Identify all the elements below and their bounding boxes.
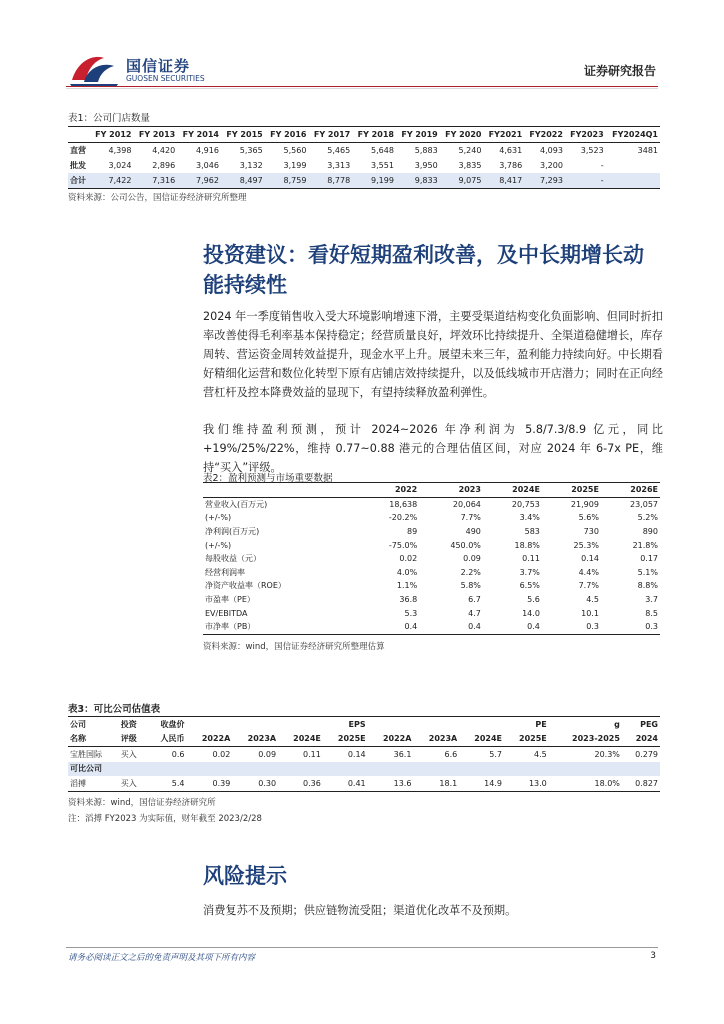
table-header-cell: FY 2012 [90, 127, 134, 143]
table-cell: 0.3 [542, 620, 601, 634]
investment-advice-paragraph-2: 我们维持盈利预测，预计 2024~2026 年净利润为 5.8/7.3/8.9 亿元，同比+19%/25%/22%，维持 0.77~0.88 港元的合理估值区间，对应 2024 年 6-7x PE，维持“买入”评级。 [203, 423, 663, 474]
table2-title: 表2：盈利预测与市场重要数据 [203, 473, 333, 484]
table-header-cell: 2025E [323, 732, 368, 747]
table-cell: 5,465 [327, 146, 351, 155]
table3-title: 表3：可比公司估值表 [68, 704, 161, 715]
table-cell: 3,046 [196, 161, 219, 170]
table-cell: 4,916 [196, 146, 219, 155]
table-cell: 3,024 [108, 161, 132, 170]
table-cell: 3,313 [327, 161, 351, 170]
table-header-cell: 评级 [119, 732, 147, 747]
guosen-logo-icon [68, 50, 120, 88]
table-header-cell: FY 2018 [352, 127, 396, 143]
table-cell: 2.2% [460, 567, 481, 577]
table-cell: 0.279 [635, 749, 658, 759]
table-header-cell: 公司 [68, 717, 119, 732]
table-header-cell: 2025E [542, 483, 601, 498]
table-header-cell: FY 2020 [440, 127, 484, 143]
table-group-label: 可比公司 [68, 762, 660, 777]
table-cell: 20,064 [452, 499, 481, 509]
company-logo [68, 50, 208, 90]
table-cell: 5,648 [371, 146, 394, 155]
table-cell: 营业收入(百万元) [205, 499, 268, 509]
table-cell: 3,132 [239, 161, 263, 170]
table-header-cell [68, 127, 90, 143]
table-cell: 730 [583, 527, 599, 537]
table-cell: 0.02 [399, 554, 418, 564]
table-cell [606, 173, 660, 189]
table-cell: 4.0% [396, 567, 418, 577]
table1-title: 表1：公司门店数量 [68, 113, 151, 124]
footer-disclaimer: 请务必阅读正文之后的免责声明及其项下所有内容 [68, 953, 256, 963]
table-header-cell: 2024E [278, 732, 323, 747]
table-cell: 5.6 [527, 595, 540, 605]
table-row [203, 606, 660, 620]
table-cell: 18,638 [389, 499, 418, 509]
table-header-cell: FY 2016 [265, 127, 309, 143]
table-cell: 21,909 [570, 499, 599, 509]
table-cell: 9,199 [352, 173, 396, 189]
table-cell: EV/EBITDA [205, 608, 248, 618]
table-cell: (+/-%) [205, 513, 232, 523]
table-cell: 5.6% [578, 513, 599, 523]
table-cell: 0.09 [258, 749, 277, 759]
table-header-cell: FY 2019 [396, 127, 440, 143]
table-cell: 0.11 [522, 554, 540, 564]
table-cell: 7,316 [133, 173, 177, 189]
table-cell: 合计 [68, 173, 90, 189]
table-cell: 0.827 [622, 776, 660, 791]
table-cell: 18.1 [413, 776, 459, 791]
table-cell: 490 [465, 527, 481, 537]
table-cell: 3,199 [283, 161, 307, 170]
table-row [203, 566, 660, 580]
table-cell: 1.1% [396, 581, 418, 591]
table-cell: 4,093 [540, 146, 563, 155]
table-header-cell: 2022 [360, 483, 420, 498]
table-cell: 5.1% [637, 567, 658, 577]
table-cell: 每股收益（元） [205, 554, 261, 564]
table-header-cell: 收盘价 [147, 717, 187, 732]
table-header-cell: g [549, 717, 622, 732]
table-cell: 5.2% [637, 513, 658, 523]
table3-note: 注：滔搏 FY2023 为实际值，财年截至 2023/2/28 [68, 814, 262, 824]
table-cell: 20.3% [594, 749, 620, 759]
table-header-cell: 2025E [504, 732, 549, 747]
table-cell: 3,200 [540, 161, 563, 170]
table-header-cell: FY 2017 [308, 127, 352, 143]
report-type-label: 证券研究报告 [583, 64, 656, 78]
table-cell: -75.0% [388, 540, 418, 550]
table-cell: 2,896 [152, 161, 176, 170]
table-cell: 滔搏 [68, 776, 119, 791]
table-cell: 5,240 [458, 146, 482, 155]
table-header-cell: FY 2015 [221, 127, 265, 143]
header-divider-secondary [66, 88, 658, 89]
table-cell: 8,759 [265, 173, 309, 189]
table-cell: 7,422 [90, 173, 134, 189]
table-cell: 8,778 [308, 173, 352, 189]
table-cell: 14.0 [522, 608, 540, 618]
table-cell: 13.6 [368, 776, 414, 791]
investment-advice-paragraph-1: 2024 年一季度销售收入受大环境影响增速下滑，主要受渠道结构变化负面影响、但同时折扣率改善使得毛利率基本保持稳定；经营质量良好，坪效环比持续提升、全渠道稳健增长，库存周转、营运资金周转效益提升，现金水平上升。展望未来三年，盈利能力持续向好。中长期看好精细化运营和数位化转型下原有店铺店效持续提升，以及低线城市开店潜力；同时在正向经营杠杆及控本降费效益的显现下，有望持续释放盈利弹性。 [203, 310, 663, 399]
table-cell: 宝胜国际 [70, 749, 102, 759]
table-row [68, 158, 660, 173]
table-cell: 0.17 [640, 554, 658, 564]
table-header-cell: 2022A [187, 732, 233, 747]
table-cell: 89 [407, 527, 418, 537]
table-cell: 8,417 [483, 173, 524, 189]
table-cell: 5,883 [414, 146, 438, 155]
table-cell: 0.14 [347, 749, 366, 759]
table-cell: 9,833 [396, 173, 440, 189]
table-cell: 10.1 [581, 608, 599, 618]
table-cell: 3.4% [519, 513, 540, 523]
table-row [203, 579, 660, 593]
table-cell: 5.7 [489, 749, 502, 759]
table-cell: 0.4 [360, 620, 420, 634]
table-cell: 3.7 [645, 595, 658, 605]
table-cell: 6.5% [519, 581, 540, 591]
table-cell: 18.8% [514, 540, 540, 550]
table-cell: 36.1 [393, 749, 412, 759]
table-cell: 0.6 [171, 749, 185, 759]
table-header-cell: 2023A [413, 732, 459, 747]
table-cell: 5.8% [460, 581, 481, 591]
table-header-cell: 名称 [68, 732, 119, 747]
table2-source: 资料来源：wind，国信证券经济研究所整理估算 [203, 642, 385, 652]
table-header-cell: FY 2014 [177, 127, 221, 143]
table-row [203, 525, 660, 539]
table-cell: 7,962 [177, 173, 221, 189]
table-cell: 3,786 [499, 161, 523, 170]
table-cell: 7.7% [460, 513, 481, 523]
table-header-cell: 2023-2025 [549, 732, 622, 747]
table-cell: 583 [524, 527, 540, 537]
table-cell: 21.8% [632, 540, 658, 550]
table-header-cell: PEG [622, 717, 660, 732]
table-cell: 3,835 [458, 161, 482, 170]
table-cell: 市盈率（PE） [205, 595, 255, 605]
table-cell: 0.41 [323, 776, 368, 791]
table-cell: 0.11 [303, 749, 321, 759]
table-cell: 4.5 [534, 749, 547, 759]
table-header-cell: 投资 [119, 717, 147, 732]
store-count-table [68, 126, 660, 189]
table-header-cell: FY 2013 [133, 127, 177, 143]
table-cell: 0.4 [483, 620, 542, 634]
table-header-cell: FY2022 [524, 127, 565, 143]
table-cell: 23,057 [630, 499, 658, 509]
table-cell: 4.5 [586, 595, 599, 605]
table-cell: 6.7 [468, 595, 481, 605]
table-cell: 0.39 [187, 776, 233, 791]
table-group-row [68, 762, 660, 777]
table-cell: 8,497 [221, 173, 265, 189]
table-cell: 18.0% [549, 776, 622, 791]
table-header-cell: 2023A [232, 732, 278, 747]
table-row [203, 593, 660, 607]
table-cell: 5,365 [239, 146, 263, 155]
table-row [68, 747, 660, 762]
table-cell: 0.14 [581, 554, 599, 564]
table-cell: 6.6 [444, 749, 458, 759]
table-row [203, 552, 660, 566]
table-cell: 7.7% [578, 581, 599, 591]
table-row [203, 538, 660, 552]
table-cell: - [565, 173, 606, 189]
logo-cn-text: 国信证券 [126, 57, 191, 75]
table-header-cell: FY2023 [565, 127, 606, 143]
table-cell: 4.7 [468, 608, 481, 618]
logo-en-text: GUOSEN SECURITIES [126, 74, 205, 83]
table-cell: 4,631 [499, 146, 523, 155]
table-header-cell: 2024E [483, 483, 542, 498]
table-cell: 450.0% [450, 540, 481, 550]
table-cell: 890 [642, 527, 658, 537]
table-header-cell: 2022A [368, 732, 414, 747]
table-header-cell: 人民币 [147, 732, 187, 747]
table-cell: 8.8% [637, 581, 658, 591]
table-cell: 8.5 [645, 608, 658, 618]
table-cell: 市净率（PB） [203, 620, 360, 634]
table-cell: 7,293 [524, 173, 565, 189]
table-header-cell: EPS [187, 717, 368, 732]
table-cell: 0.30 [232, 776, 278, 791]
risk-paragraph: 消费复苏不及预期；供应链物流受阻；渠道优化改革不及预期。 [203, 904, 517, 917]
table-cell: 0.4 [419, 620, 483, 634]
table-cell: 3.7% [519, 567, 540, 577]
table-cell: 3481 [637, 146, 658, 155]
table-cell: 买入 [119, 776, 147, 791]
table-cell: 4,420 [152, 146, 176, 155]
table-cell: 5.4 [147, 776, 187, 791]
table-row [203, 511, 660, 525]
table-row [203, 620, 660, 634]
table-cell: (+/-%) [205, 540, 232, 550]
table-header-cell [203, 483, 360, 498]
footer-divider [66, 947, 658, 948]
table-row [203, 497, 660, 511]
table-row [68, 776, 660, 791]
page-number: 3 [650, 951, 656, 961]
table-row [68, 173, 660, 189]
table-cell: 3,551 [371, 161, 394, 170]
table-header-cell: FY2021 [483, 127, 524, 143]
table-header-cell: 2026E [601, 483, 660, 498]
table3-source: 资料来源：wind，国信证券经济研究所 [68, 798, 216, 808]
table-cell: 3,950 [414, 161, 438, 170]
table-cell [606, 158, 660, 173]
table-cell: 0.09 [463, 554, 481, 564]
table-header-cell: 2024E [459, 732, 504, 747]
table-cell: 买入 [120, 749, 137, 759]
table-cell: 3,523 [580, 146, 604, 155]
table-cell: -20.2% [388, 513, 418, 523]
table-header-cell: 2024 [622, 732, 660, 747]
header-divider [66, 86, 658, 87]
risk-heading: 风险提示 [203, 864, 287, 888]
table-cell: 13.0 [504, 776, 549, 791]
table-header-cell: PE [368, 717, 549, 732]
table-cell: 36.8 [399, 595, 418, 605]
table-cell: 4,398 [108, 146, 132, 155]
table-cell: 0.36 [278, 776, 323, 791]
table-cell: 5.3 [404, 608, 418, 618]
comparable-valuation-table [68, 716, 660, 792]
table-cell: 25.3% [573, 540, 599, 550]
table-cell: 4.4% [578, 567, 599, 577]
forecast-table [203, 482, 660, 635]
table-cell: 9,075 [440, 173, 484, 189]
table-cell: 5,560 [283, 146, 307, 155]
table-cell: 20,753 [511, 499, 540, 509]
table-header-cell: FY2024Q1 [606, 127, 660, 143]
table-cell: 净利润(百万元) [205, 527, 260, 537]
investment-advice-heading: 投资建议：看好短期盈利改善，及中长期增长动能持续性 [203, 243, 644, 297]
table-cell: 经营利润率 [205, 567, 245, 577]
table-cell: 14.9 [459, 776, 504, 791]
table-cell: 0.3 [601, 620, 660, 634]
table-cell: - [600, 161, 604, 170]
table1-source: 资料来源：公司公告，国信证券经济研究所整理 [68, 193, 247, 203]
table-cell: 净资产收益率（ROE） [205, 581, 286, 591]
table-row [68, 143, 660, 159]
table-cell: 批发 [70, 161, 86, 170]
table-header-cell: 2023 [419, 483, 483, 498]
table-cell: 直营 [70, 146, 86, 155]
table-cell: 0.02 [212, 749, 231, 759]
